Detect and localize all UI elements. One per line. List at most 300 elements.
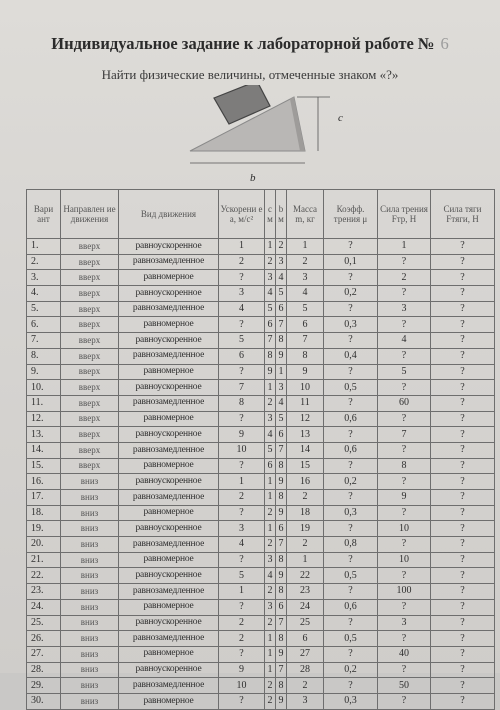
cell-direction: вверх (61, 380, 119, 396)
cell-c: 8 (265, 348, 276, 364)
cell-coef: ? (324, 427, 378, 443)
cell-mass: 6 (287, 317, 324, 333)
cell-kind: равномерное (119, 458, 219, 474)
cell-direction: вверх (61, 317, 119, 333)
cell-friction: 10 (378, 552, 431, 568)
cell-variant: 28. (27, 662, 61, 678)
cell-accel: 5 (219, 333, 265, 349)
cell-variant: 21. (27, 552, 61, 568)
cell-accel: 10 (219, 442, 265, 458)
cell-mass: 8 (287, 348, 324, 364)
cell-kind: равноускоренное (119, 568, 219, 584)
cell-variant: 12. (27, 411, 61, 427)
cell-variant: 11. (27, 395, 61, 411)
table-row (27, 348, 495, 364)
cell-friction: 5 (378, 364, 431, 380)
cell-c: 2 (265, 678, 276, 694)
cell-c: 2 (265, 395, 276, 411)
cell-kind: равнозамедленное (119, 442, 219, 458)
cell-c: 1 (265, 521, 276, 537)
cell-friction: ? (378, 286, 431, 302)
cell-friction: ? (378, 537, 431, 553)
cell-coef: ? (324, 646, 378, 662)
cell-thrust: ? (431, 364, 495, 380)
cell-kind: равноускоренное (119, 333, 219, 349)
cell-variant: 5. (27, 301, 61, 317)
cell-c: 1 (265, 662, 276, 678)
cell-direction: вниз (61, 678, 119, 694)
cell-friction: 40 (378, 646, 431, 662)
cell-variant: 9. (27, 364, 61, 380)
table-row (27, 239, 495, 255)
cell-mass: 24 (287, 599, 324, 615)
cell-coef: 0,4 (324, 348, 378, 364)
cell-thrust: ? (431, 333, 495, 349)
cell-c: 2 (265, 615, 276, 631)
cell-friction: ? (378, 693, 431, 709)
table-row (27, 380, 495, 396)
cell-thrust: ? (431, 631, 495, 647)
cell-coef: 0,2 (324, 662, 378, 678)
cell-b: 9 (276, 693, 287, 709)
cell-direction: вниз (61, 568, 119, 584)
table-row (27, 301, 495, 317)
cell-accel: 10 (219, 678, 265, 694)
cell-friction: ? (378, 662, 431, 678)
cell-b: 8 (276, 552, 287, 568)
cell-friction: ? (378, 568, 431, 584)
table-row (27, 568, 495, 584)
cell-coef: 0,6 (324, 411, 378, 427)
cell-accel: ? (219, 364, 265, 380)
cell-friction: ? (378, 505, 431, 521)
cell-kind: равномерное (119, 646, 219, 662)
cell-direction: вниз (61, 615, 119, 631)
table-row (27, 521, 495, 537)
cell-b: 7 (276, 442, 287, 458)
cell-b: 9 (276, 348, 287, 364)
cell-accel: ? (219, 411, 265, 427)
cell-variant: 29. (27, 678, 61, 694)
cell-variant: 22. (27, 568, 61, 584)
table-row (27, 631, 495, 647)
cell-friction: ? (378, 380, 431, 396)
cell-variant: 6. (27, 317, 61, 333)
cell-friction: 9 (378, 490, 431, 506)
tasks-table (26, 189, 495, 710)
cell-c: 1 (265, 631, 276, 647)
cell-thrust: ? (431, 270, 495, 286)
cell-c: 3 (265, 552, 276, 568)
cell-direction: вниз (61, 662, 119, 678)
cell-mass: 1 (287, 552, 324, 568)
header-mass: Масса m, кг (287, 190, 324, 239)
cell-b: 1 (276, 364, 287, 380)
cell-mass: 7 (287, 333, 324, 349)
cell-kind: равноускоренное (119, 662, 219, 678)
cell-accel: 1 (219, 239, 265, 255)
cell-thrust: ? (431, 395, 495, 411)
cell-variant: 3. (27, 270, 61, 286)
cell-direction: вверх (61, 427, 119, 443)
header-friction: Сила трения Fтр, Н (378, 190, 431, 239)
cell-kind: равномерное (119, 505, 219, 521)
cell-accel: ? (219, 505, 265, 521)
cell-kind: равнозамедленное (119, 348, 219, 364)
cell-kind: равноускоренное (119, 286, 219, 302)
cell-mass: 16 (287, 474, 324, 490)
header-coef: Коэфф. трения μ (324, 190, 378, 239)
cell-thrust: ? (431, 254, 495, 270)
cell-variant: 7. (27, 333, 61, 349)
table-row (27, 427, 495, 443)
cell-coef: ? (324, 333, 378, 349)
cell-mass: 10 (287, 380, 324, 396)
cell-direction: вверх (61, 348, 119, 364)
header-row (27, 190, 495, 239)
cell-kind: равномерное (119, 552, 219, 568)
table-row (27, 490, 495, 506)
cell-thrust: ? (431, 474, 495, 490)
cell-b: 8 (276, 333, 287, 349)
cell-thrust: ? (431, 411, 495, 427)
cell-direction: вверх (61, 270, 119, 286)
cell-coef: 0,3 (324, 317, 378, 333)
cell-c: 6 (265, 317, 276, 333)
cell-mass: 9 (287, 364, 324, 380)
cell-variant: 15. (27, 458, 61, 474)
cell-kind: равнозамедленное (119, 678, 219, 694)
cell-accel: ? (219, 552, 265, 568)
document-title (0, 34, 500, 54)
cell-variant: 25. (27, 615, 61, 631)
cell-direction: вниз (61, 584, 119, 600)
cell-accel: 7 (219, 380, 265, 396)
table-row (27, 442, 495, 458)
cell-c: 2 (265, 584, 276, 600)
cell-friction: ? (378, 474, 431, 490)
cell-mass: 2 (287, 537, 324, 553)
header-variant: Вари ант (27, 190, 61, 239)
cell-direction: вниз (61, 631, 119, 647)
cell-coef: 0,8 (324, 537, 378, 553)
cell-mass: 3 (287, 270, 324, 286)
cell-b: 6 (276, 301, 287, 317)
cell-thrust: ? (431, 678, 495, 694)
cell-b: 4 (276, 270, 287, 286)
cell-direction: вниз (61, 537, 119, 553)
cell-mass: 25 (287, 615, 324, 631)
cell-thrust: ? (431, 380, 495, 396)
cell-mass: 3 (287, 693, 324, 709)
cell-mass: 28 (287, 662, 324, 678)
cell-thrust: ? (431, 458, 495, 474)
cell-friction: ? (378, 599, 431, 615)
cell-mass: 5 (287, 301, 324, 317)
cell-accel: ? (219, 646, 265, 662)
cell-direction: вверх (61, 286, 119, 302)
cell-accel: ? (219, 270, 265, 286)
cell-kind: равнозамедленное (119, 254, 219, 270)
cell-c: 1 (265, 490, 276, 506)
cell-coef: ? (324, 364, 378, 380)
cell-kind: равномерное (119, 411, 219, 427)
cell-kind: равноускоренное (119, 380, 219, 396)
cell-variant: 30. (27, 693, 61, 709)
cell-direction: вверх (61, 364, 119, 380)
cell-direction: вниз (61, 474, 119, 490)
cell-accel: 4 (219, 301, 265, 317)
label-b: b (250, 172, 256, 184)
cell-coef: 0,3 (324, 505, 378, 521)
table-row (27, 584, 495, 600)
cell-coef: ? (324, 270, 378, 286)
table-row (27, 333, 495, 349)
cell-b: 9 (276, 568, 287, 584)
cell-c: 4 (265, 427, 276, 443)
cell-mass: 14 (287, 442, 324, 458)
cell-thrust: ? (431, 599, 495, 615)
cell-coef: ? (324, 239, 378, 255)
table-row (27, 474, 495, 490)
header-direction: Направлен ие движения (61, 190, 119, 239)
cell-coef: 0,5 (324, 631, 378, 647)
cell-accel: 6 (219, 348, 265, 364)
table-row (27, 411, 495, 427)
cell-c: 2 (265, 254, 276, 270)
cell-c: 5 (265, 442, 276, 458)
cell-b: 6 (276, 521, 287, 537)
cell-friction: 3 (378, 301, 431, 317)
cell-c: 3 (265, 270, 276, 286)
cell-c: 1 (265, 646, 276, 662)
cell-coef: 0,1 (324, 254, 378, 270)
cell-direction: вниз (61, 552, 119, 568)
cell-accel: ? (219, 693, 265, 709)
cell-mass: 12 (287, 411, 324, 427)
cell-kind: равнозамедленное (119, 395, 219, 411)
cell-coef: 0,2 (324, 286, 378, 302)
cell-variant: 23. (27, 584, 61, 600)
cell-friction: 100 (378, 584, 431, 600)
cell-accel: ? (219, 599, 265, 615)
cell-coef: ? (324, 395, 378, 411)
cell-coef: 0,3 (324, 693, 378, 709)
cell-mass: 13 (287, 427, 324, 443)
cell-kind: равномерное (119, 317, 219, 333)
cell-friction: ? (378, 348, 431, 364)
cell-b: 8 (276, 458, 287, 474)
cell-direction: вниз (61, 505, 119, 521)
cell-b: 3 (276, 254, 287, 270)
cell-coef: ? (324, 552, 378, 568)
cell-thrust: ? (431, 505, 495, 521)
cell-variant: 13. (27, 427, 61, 443)
cell-coef: ? (324, 584, 378, 600)
cell-friction: 2 (378, 270, 431, 286)
cell-thrust: ? (431, 427, 495, 443)
cell-c: 4 (265, 568, 276, 584)
cell-variant: 16. (27, 474, 61, 490)
cell-kind: равноускоренное (119, 615, 219, 631)
header-thrust: Сила тяги Fтяги, Н (431, 190, 495, 239)
cell-coef: 0,2 (324, 474, 378, 490)
cell-b: 8 (276, 678, 287, 694)
cell-friction: 10 (378, 521, 431, 537)
cell-coef: 0,6 (324, 599, 378, 615)
cell-thrust: ? (431, 584, 495, 600)
cell-variant: 24. (27, 599, 61, 615)
cell-c: 1 (265, 380, 276, 396)
cell-thrust: ? (431, 537, 495, 553)
table-row (27, 646, 495, 662)
incline-diagram (0, 85, 500, 180)
cell-kind: равнозамедленное (119, 301, 219, 317)
cell-variant: 4. (27, 286, 61, 302)
cell-accel: ? (219, 317, 265, 333)
table-row (27, 693, 495, 709)
cell-kind: равномерное (119, 364, 219, 380)
cell-friction: 60 (378, 395, 431, 411)
table-row (27, 270, 495, 286)
cell-b: 5 (276, 286, 287, 302)
cell-thrust: ? (431, 286, 495, 302)
cell-thrust: ? (431, 348, 495, 364)
cell-b: 9 (276, 474, 287, 490)
cell-variant: 2. (27, 254, 61, 270)
cell-kind: равномерное (119, 270, 219, 286)
cell-b: 7 (276, 317, 287, 333)
cell-variant: 14. (27, 442, 61, 458)
table-row (27, 615, 495, 631)
table-row (27, 286, 495, 302)
cell-mass: 27 (287, 646, 324, 662)
table-row (27, 552, 495, 568)
cell-c: 7 (265, 333, 276, 349)
header-accel: Ускорени е а, м/с² (219, 190, 265, 239)
cell-direction: вверх (61, 333, 119, 349)
cell-coef: ? (324, 490, 378, 506)
cell-direction: вверх (61, 239, 119, 255)
cell-variant: 1. (27, 239, 61, 255)
cell-thrust: ? (431, 317, 495, 333)
cell-thrust: ? (431, 442, 495, 458)
cell-coef: 0,5 (324, 568, 378, 584)
cell-thrust: ? (431, 552, 495, 568)
cell-b: 7 (276, 662, 287, 678)
cell-accel: 2 (219, 615, 265, 631)
cell-kind: равноускоренное (119, 474, 219, 490)
cell-direction: вниз (61, 599, 119, 615)
cell-coef: ? (324, 458, 378, 474)
cell-mass: 2 (287, 678, 324, 694)
cell-c: 2 (265, 693, 276, 709)
cell-kind: равноускоренное (119, 427, 219, 443)
cell-friction: 7 (378, 427, 431, 443)
cell-mass: 11 (287, 395, 324, 411)
cell-b: 7 (276, 615, 287, 631)
cell-kind: равнозамедленное (119, 537, 219, 553)
cell-c: 1 (265, 474, 276, 490)
cell-c: 6 (265, 458, 276, 474)
cell-friction: 3 (378, 615, 431, 631)
cell-accel: 2 (219, 490, 265, 506)
cell-b: 8 (276, 490, 287, 506)
table-row (27, 254, 495, 270)
cell-mass: 2 (287, 254, 324, 270)
cell-thrust: ? (431, 693, 495, 709)
cell-c: 5 (265, 301, 276, 317)
cell-b: 7 (276, 537, 287, 553)
cell-c: 2 (265, 537, 276, 553)
cell-direction: вниз (61, 521, 119, 537)
cell-b: 9 (276, 505, 287, 521)
cell-thrust: ? (431, 301, 495, 317)
cell-c: 3 (265, 411, 276, 427)
cell-coef: ? (324, 301, 378, 317)
cell-c: 2 (265, 505, 276, 521)
table-row (27, 599, 495, 615)
cell-accel: 2 (219, 631, 265, 647)
cell-friction: ? (378, 411, 431, 427)
cell-friction: ? (378, 442, 431, 458)
cell-mass: 6 (287, 631, 324, 647)
task-number: 6 (440, 34, 449, 53)
cell-thrust: ? (431, 568, 495, 584)
cell-thrust: ? (431, 662, 495, 678)
cell-thrust: ? (431, 615, 495, 631)
cell-accel: 4 (219, 537, 265, 553)
cell-friction: 1 (378, 239, 431, 255)
header-b: b м (276, 190, 287, 239)
cell-kind: равномерное (119, 599, 219, 615)
cell-mass: 22 (287, 568, 324, 584)
table-row (27, 458, 495, 474)
cell-accel: ? (219, 458, 265, 474)
cell-thrust: ? (431, 521, 495, 537)
cell-friction: ? (378, 254, 431, 270)
cell-coef: ? (324, 678, 378, 694)
label-c: c (338, 112, 343, 124)
cell-direction: вверх (61, 395, 119, 411)
cell-variant: 19. (27, 521, 61, 537)
cell-b: 5 (276, 411, 287, 427)
cell-direction: вниз (61, 646, 119, 662)
cell-kind: равнозамедленное (119, 490, 219, 506)
header-kind: Вид движения (119, 190, 219, 239)
cell-mass: 1 (287, 239, 324, 255)
cell-direction: вниз (61, 490, 119, 506)
cell-direction: вверх (61, 301, 119, 317)
cell-kind: равноускоренное (119, 239, 219, 255)
cell-accel: 2 (219, 254, 265, 270)
cell-thrust: ? (431, 490, 495, 506)
cell-c: 1 (265, 239, 276, 255)
cell-direction: вверх (61, 442, 119, 458)
cell-b: 6 (276, 427, 287, 443)
cell-accel: 1 (219, 584, 265, 600)
cell-kind: равнозамедленное (119, 584, 219, 600)
cell-c: 4 (265, 286, 276, 302)
cell-b: 8 (276, 631, 287, 647)
cell-variant: 18. (27, 505, 61, 521)
header-c: с м (265, 190, 276, 239)
cell-variant: 27. (27, 646, 61, 662)
cell-variant: 20. (27, 537, 61, 553)
table-row (27, 662, 495, 678)
cell-c: 9 (265, 364, 276, 380)
cell-friction: 50 (378, 678, 431, 694)
